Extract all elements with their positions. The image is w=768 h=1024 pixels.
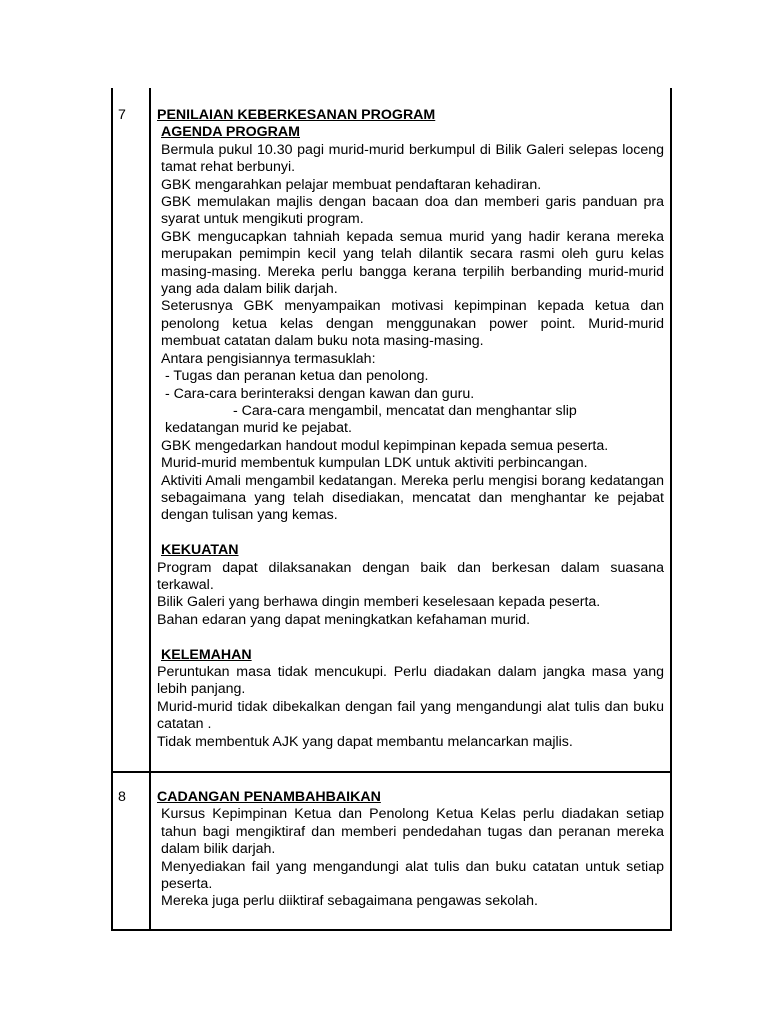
kekuatan-item: Program dapat dilaksanakan dengan baik dan berkesan dalam suasana terkawal.	[157, 559, 664, 593]
cadangan-item: Kursus Kepimpinan Ketua dan Penolong Ketua Kelas perlu diadakan setiap tahun bagi mengiktiraf dan memberi pendedahan tugas dan peranan mereka dalam bilik darjah.	[161, 806, 664, 858]
spacer	[157, 629, 664, 646]
section-title-cadangan: CADANGAN PENAMBAHBAIKAN	[157, 789, 381, 805]
row-number-7: 7	[118, 107, 126, 123]
cadangan-item: Menyediakan fail yang mengandungi alat tulis dan buku catatan untuk setiap peserta.	[161, 858, 664, 893]
cadangan-item: Mereka juga perlu diiktiraf sebagaimana pengawas sekolah.	[161, 893, 538, 910]
agenda-item: GBK mengedarkan handout modul kepimpinan kepada semua peserta.	[161, 437, 609, 454]
kelemahan-item: Tidak membentuk AJK yang dapat membantu melancarkan majlis.	[157, 733, 573, 750]
kekuatan-heading: KEKUATAN	[161, 542, 239, 559]
row-7-content	[157, 107, 664, 751]
bullet-item: - Cara-cara berinteraksi dengan kawan dan guru.	[165, 385, 475, 402]
agenda-item: GBK mengucapkan tahniah kepada semua murid yang hadir kerana mereka merupakan pemimpin kecil yang telah dilantik secara rasmi oleh guru kelas masing-masing. Mereka perlu bangga kerana terpilih berbanding murid-murid yang ada dalam bilik darjah.	[161, 228, 664, 298]
kekuatan-item: Bilik Galeri yang berhawa dingin memberi keselesaan kepada peserta.	[157, 594, 601, 611]
table-column-divider	[149, 88, 151, 931]
sub-bullet-item: - Cara-cara mengambil, mencatat dan menghantar slip	[233, 402, 577, 419]
kelemahan-item: Peruntukan masa tidak mencukupi. Perlu diadakan dalam jangka masa yang lebih panjang.	[157, 663, 664, 698]
section-title-penilaian: PENILAIAN KEBERKESANAN PROGRAM	[157, 107, 436, 123]
table-row-divider	[111, 771, 672, 773]
kelemahan-item: Murid-murid tidak dibekalkan dengan fail yang mengandungi alat tulis dan buku catatan .	[157, 698, 664, 733]
agenda-item: GBK mengarahkan pelajar membuat pendaftaran kehadiran.	[161, 176, 542, 193]
sub-bullet-continuation: kedatangan murid ke pejabat.	[165, 420, 352, 437]
kekuatan-item: Bahan edaran yang dapat meningkatkan kefahaman murid.	[157, 611, 531, 628]
agenda-item: GBK memulakan majlis dengan bacaan doa dan memberi garis panduan pra syarat untuk mengikuti program.	[161, 194, 664, 228]
agenda-item: Bermula pukul 10.30 pagi murid-murid berkumpul di Bilik Galeri selepas loceng tamat rehat berbunyi.	[161, 141, 664, 176]
agenda-heading: AGENDA PROGRAM	[161, 124, 300, 141]
spacer	[157, 525, 664, 542]
row-number-8: 8	[118, 789, 126, 805]
table-bottom-border	[111, 929, 672, 931]
row-8-content	[157, 789, 664, 911]
agenda-item: Murid-murid membentuk kumpulan LDK untuk aktiviti perbincangan.	[161, 455, 588, 472]
table-right-border	[670, 88, 672, 931]
agenda-item: Antara pengisiannya termasuklah:	[161, 350, 376, 367]
agenda-item: Aktiviti Amali mengambil kedatangan. Mereka perlu mengisi borang kedatangan sebagaimana yang telah disediakan, mencatat dan menghantar ke pejabat dengan tulisan yang kemas.	[161, 472, 664, 524]
agenda-item: Seterusnya GBK menyampaikan motivasi kepimpinan kepada ketua dan penolong ketua kelas dengan menggunakan power point. Murid-murid membuat catatan dalam buku nota masing-masing.	[161, 298, 664, 350]
table-left-border	[111, 88, 113, 931]
bullet-item: - Tugas dan peranan ketua dan penolong.	[165, 368, 429, 385]
kelemahan-heading: KELEMAHAN	[161, 646, 252, 663]
